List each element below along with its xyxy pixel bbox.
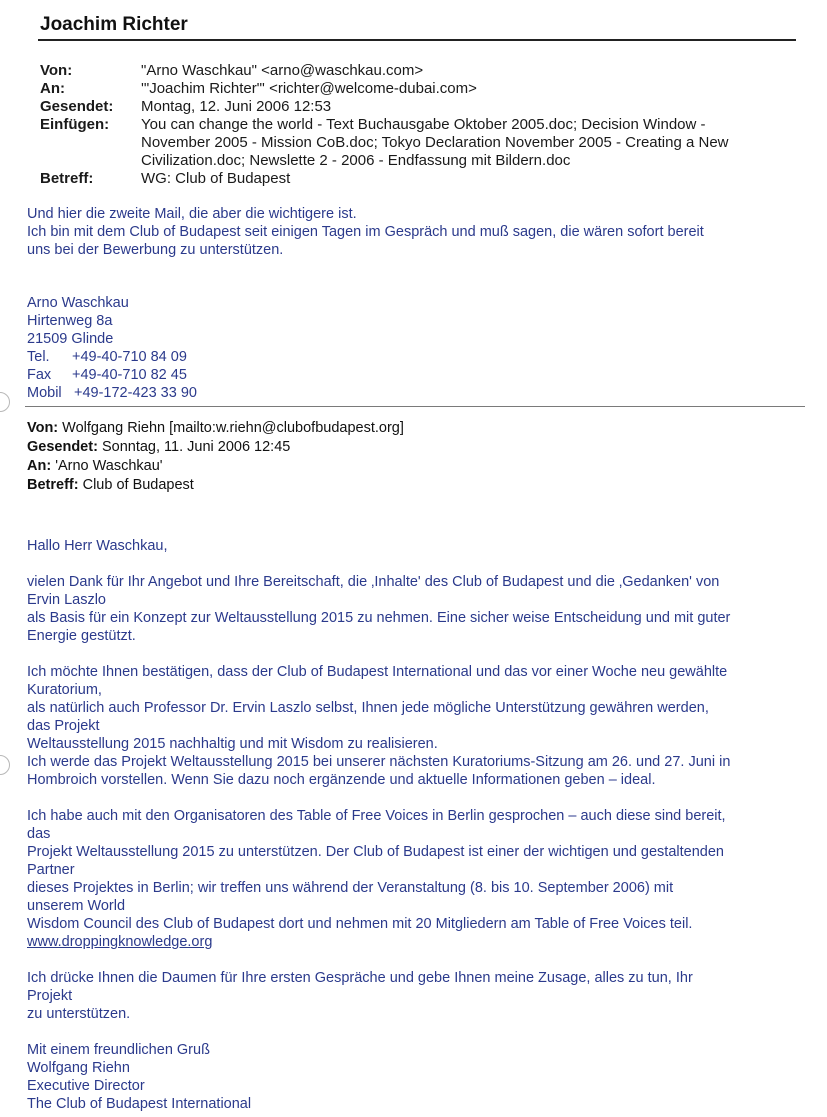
forwarded-sent-label: Gesendet: <box>27 439 98 455</box>
forwarded-to-label: An: <box>27 458 52 474</box>
greeting: Hallo Herr Waschkau, <box>27 538 168 554</box>
body-line: als Basis für ein Konzept zur Weltausstellung 2015 zu nehmen. Eine sicher weise Entscheidung und mit guter <box>27 610 731 626</box>
signature-city: 21509 Glinde <box>27 331 114 347</box>
signature-mobil-row <box>27 384 327 402</box>
attachments-value <box>141 116 800 170</box>
paragraph-1 <box>27 573 817 645</box>
forwarded-body <box>27 537 817 1113</box>
mobil-label: Mobil <box>27 385 62 401</box>
intro-line: uns bei der Bewerbung zu unterstützen. <box>27 242 284 258</box>
signature-tel-row <box>27 348 327 366</box>
body-line: Ich möchte Ihnen bestätigen, dass der Club of Budapest International und das vor einer Woche neu gewählte <box>27 664 728 680</box>
body-line: Ervin Laszlo <box>27 592 106 608</box>
intro-line: Und hier die zweite Mail, die aber die wichtigere ist. <box>27 206 357 222</box>
intro-line: Ich bin mit dem Club of Budapest seit einigen Tagen im Gespräch und muß sagen, die wären sofort bereit <box>27 224 704 240</box>
sender-signature <box>27 294 327 402</box>
header-sent-row <box>40 98 800 116</box>
header-to-row <box>40 80 800 98</box>
paragraph-2 <box>27 663 817 789</box>
forwarded-to-row <box>27 457 404 476</box>
body-line: zu unterstützen. <box>27 1006 131 1022</box>
header-attachments-row <box>40 116 800 170</box>
signature-name: Arno Waschkau <box>27 295 129 311</box>
closing-name: Wolfgang Riehn <box>27 1060 130 1076</box>
sent-label: Gesendet: <box>40 98 114 115</box>
body-line: Ich habe auch mit den Organisatoren des Table of Free Voices in Berlin gesprochen – auch diese sind bereit, <box>27 808 726 824</box>
from-label: Von: <box>40 62 73 79</box>
email-header <box>40 62 800 188</box>
fax-value: +49-40-710 82 45 <box>72 367 187 383</box>
closing-organization: The Club of Budapest International <box>27 1096 252 1112</box>
header-subject-row <box>40 170 800 188</box>
subject-value: WG: Club of Budapest <box>141 170 291 187</box>
forwarded-from-label: Von: <box>27 420 59 436</box>
body-line: Projekt <box>27 988 73 1004</box>
forwarded-from-value: Wolfgang Riehn [mailto:w.riehn@clubofbudapest.org] <box>62 420 404 436</box>
attachments-line: Civilization.doc; Newslette 2 - 2006 - Endfassung mit Bildern.doc <box>141 152 571 169</box>
closing-signature <box>27 1041 817 1113</box>
attachments-line: You can change the world - Text Buchausgabe Oktober 2005.doc; Decision Window - <box>141 116 706 133</box>
body-line: Ich werde das Projekt Weltausstellung 2015 bei unserer nächsten Kuratoriums-Sitzung am 26. und 27. Juni in <box>27 754 731 770</box>
body-line: unserem World <box>27 898 126 914</box>
closing-title: Executive Director <box>27 1078 145 1094</box>
forwarded-sent-value: Sonntag, 11. Juni 2006 12:45 <box>101 439 291 455</box>
forwarded-subject-row <box>27 476 404 495</box>
body-line: das <box>27 826 51 842</box>
fax-label: Fax <box>27 367 52 383</box>
mobil-value: +49-172-423 33 90 <box>74 385 197 401</box>
message-divider <box>25 406 805 407</box>
intro-message <box>27 205 797 259</box>
forwarded-sent-row <box>27 438 404 457</box>
paragraph-4 <box>27 969 817 1023</box>
forwarded-subject-value: Club of Budapest <box>82 477 194 493</box>
body-line: Hombroich vorstellen. Wenn Sie dazu noch ergänzende und aktuelle Informationen geben – ideal. <box>27 772 656 788</box>
forwarded-subject-label: Betreff: <box>27 477 79 493</box>
punch-hole-mark <box>0 392 10 412</box>
attachments-label: Einfügen: <box>40 116 110 133</box>
body-line: Projekt Weltausstellung 2015 zu unterstützen. Der Club of Budapest ist einer der wichtigen und gestaltenden <box>27 844 724 860</box>
body-line: Energie gestützt. <box>27 628 136 644</box>
attachments-line: November 2005 - Mission CoB.doc; Tokyo Declaration November 2005 - Creating a New <box>141 134 729 151</box>
body-line: vielen Dank für Ihr Angebot und Ihre Bereitschaft, die ‚Inhalte' des Club of Budapest und die ‚Gedanken' von <box>27 574 720 590</box>
sender-name: Joachim Richter <box>40 14 188 35</box>
forwarded-to-value: 'Arno Waschkau' <box>55 458 163 474</box>
droppingknowledge-link[interactable]: www.droppingknowledge.org <box>27 934 213 950</box>
body-line: Kuratorium, <box>27 682 102 698</box>
paragraph-3 <box>27 807 817 951</box>
forwarded-header <box>27 419 404 495</box>
header-from-row <box>40 62 800 80</box>
tel-label: Tel. <box>27 349 50 365</box>
tel-value: +49-40-710 84 09 <box>72 349 187 365</box>
to-label: An: <box>40 80 65 97</box>
signature-street: Hirtenweg 8a <box>27 313 113 329</box>
body-line: als natürlich auch Professor Dr. Ervin Laszlo selbst, Ihnen jede mögliche Unterstützung gewähren werden, <box>27 700 709 716</box>
sent-value: Montag, 12. Juni 2006 12:53 <box>141 98 332 115</box>
body-line: dieses Projektes in Berlin; wir treffen uns während der Veranstaltung (8. bis 10. September 2006) mit <box>27 880 674 896</box>
closing-line: Mit einem freundlichen Gruß <box>27 1042 210 1058</box>
body-line: Partner <box>27 862 75 878</box>
sender-underline <box>38 39 796 41</box>
body-line: das Projekt <box>27 718 100 734</box>
body-line: Ich drücke Ihnen die Daumen für Ihre ersten Gespräche und gebe Ihnen meine Zusage, alles zu tun, Ihr <box>27 970 693 986</box>
signature-fax-row <box>27 366 327 384</box>
body-line: Weltausstellung 2015 nachhaltig und mit Wisdom zu realisieren. <box>27 736 438 752</box>
from-value: "Arno Waschkau" <arno@waschkau.com> <box>141 62 424 79</box>
punch-hole-mark <box>0 755 10 775</box>
forwarded-from-row <box>27 419 404 438</box>
to-value: '"Joachim Richter"' <richter@welcome-dubai.com> <box>141 80 477 97</box>
body-line: Wisdom Council des Club of Budapest dort und nehmen mit 20 Mitgliedern am Table of Free Voices teil. <box>27 916 693 932</box>
subject-label: Betreff: <box>40 170 94 187</box>
